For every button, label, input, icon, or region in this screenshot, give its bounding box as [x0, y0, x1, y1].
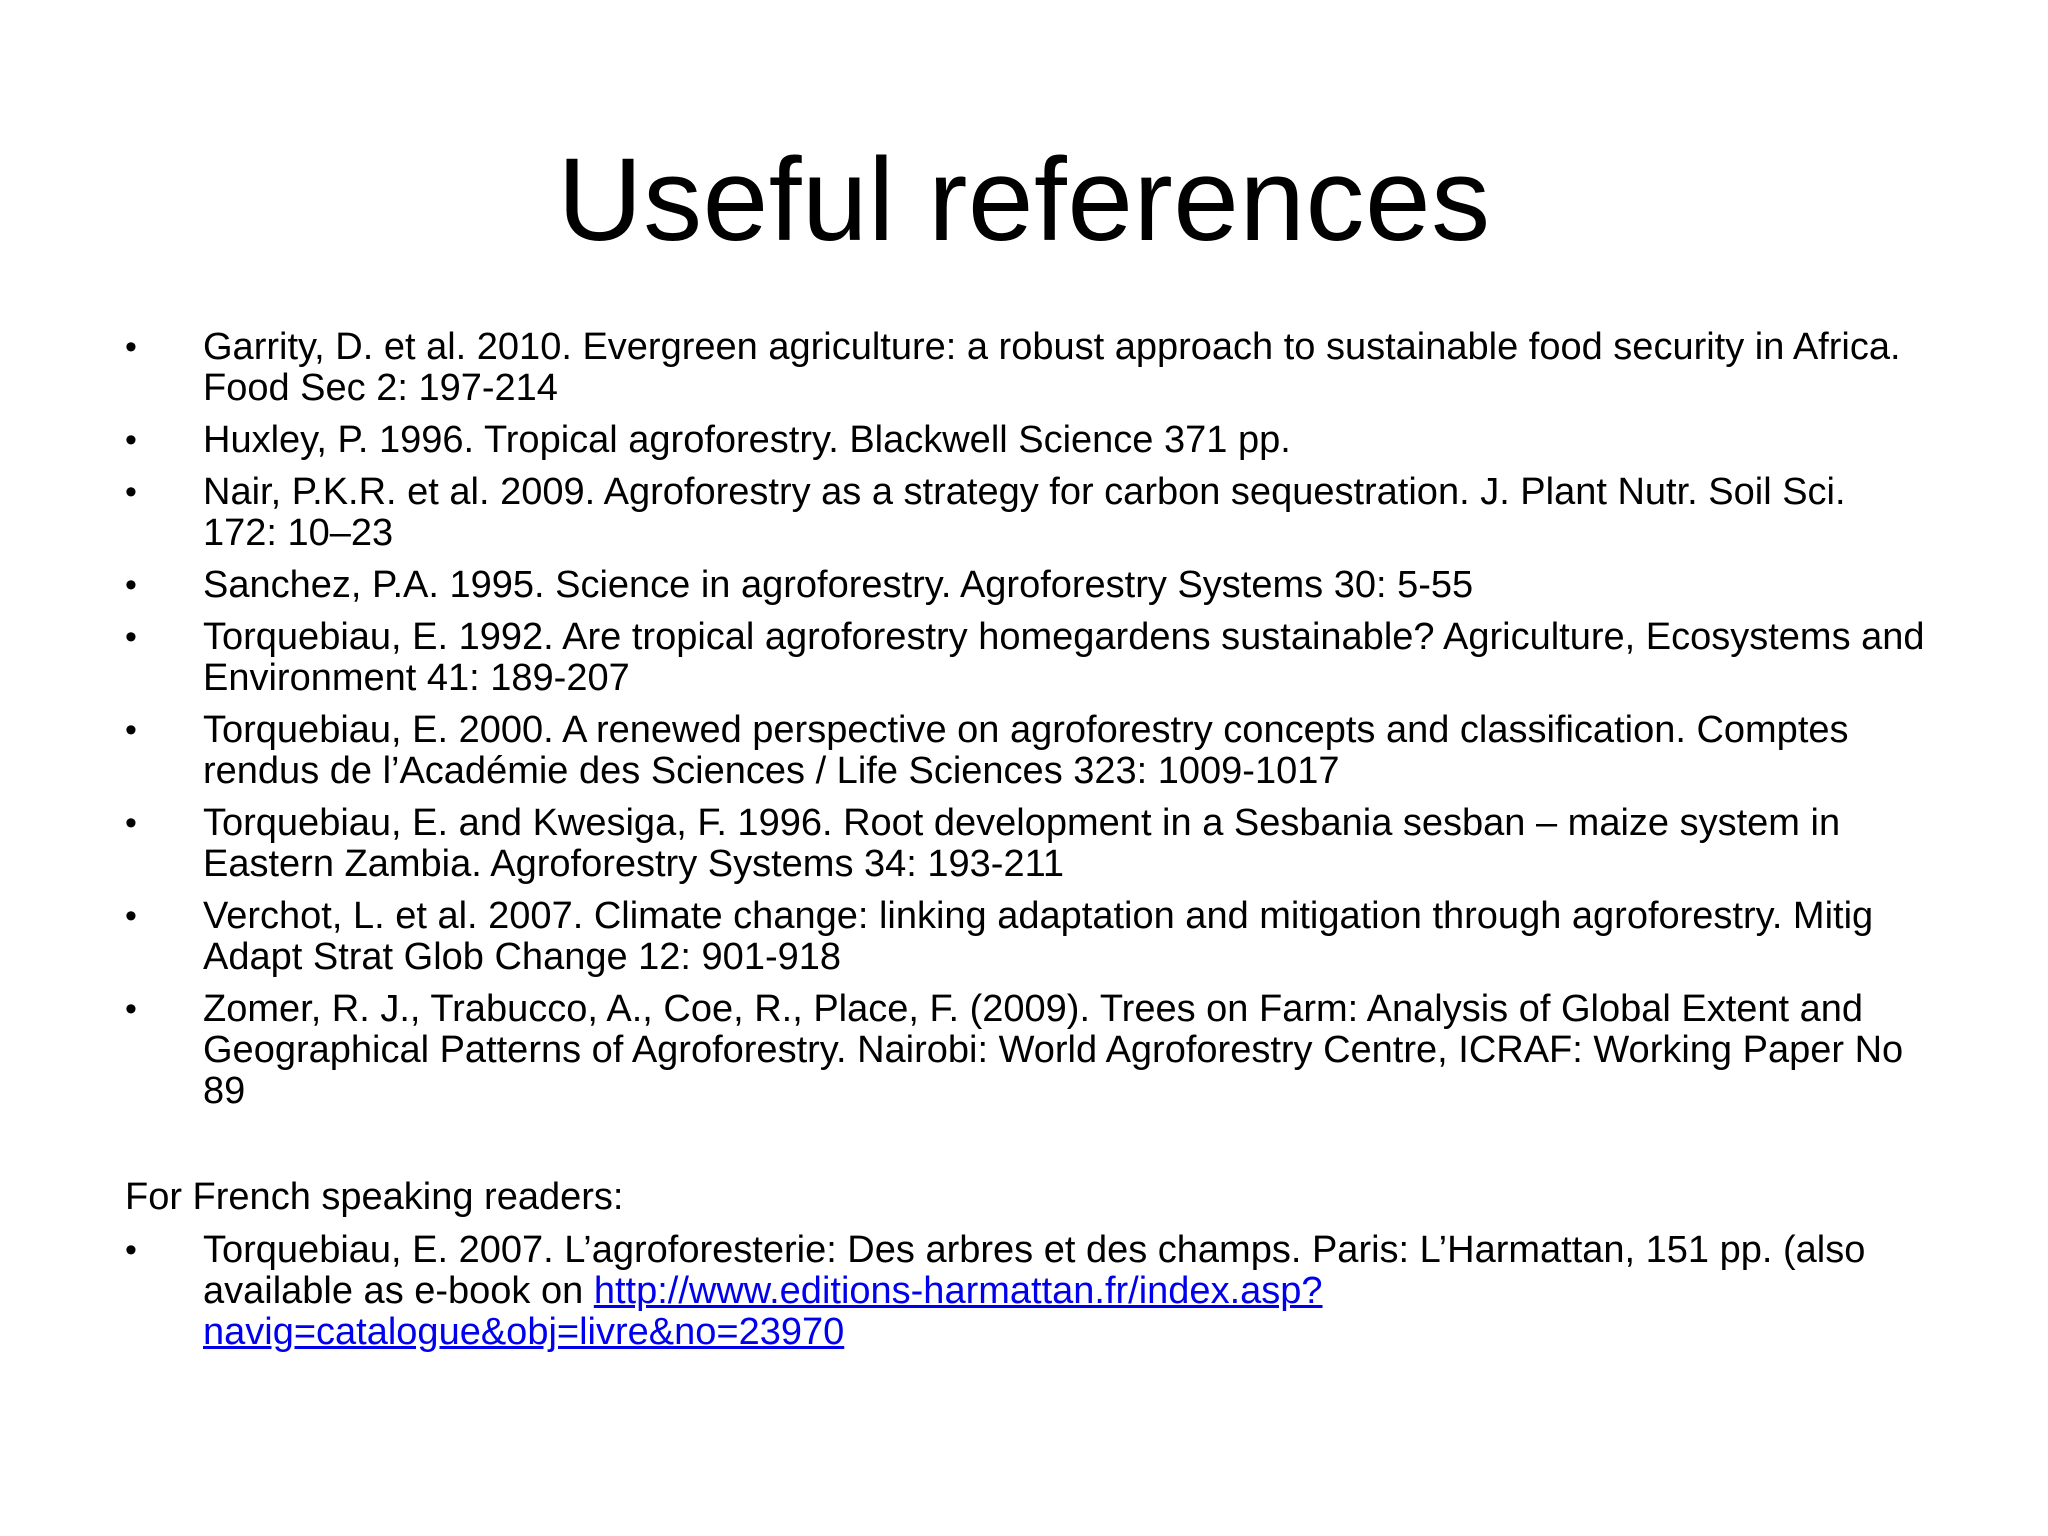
bullet-icon: •	[125, 804, 137, 842]
reference-text: Torquebiau, E. and Kwesiga, F. 1996. Root development in a Sesbania sesban – maize system in Eastern Zambia. Agroforestry Systems 34: 193-211	[203, 802, 1841, 885]
french-reference-text: Torquebiau, E. 2007. L’agroforesterie: Des arbres et des champs. Paris: L’Harmattan, 151 pp. (also available as e-book on	[203, 1229, 1866, 1312]
reference-text: Sanchez, P.A. 1995. Science in agroforestry. Agroforestry Systems 30: 5-55	[203, 564, 1474, 606]
french-reference-item	[125, 1230, 1925, 1353]
reference-item	[125, 803, 1925, 885]
reference-item	[125, 565, 1925, 606]
reference-text: Verchot, L. et al. 2007. Climate change: linking adaptation and mitigation through agroforestry. Mitig Adapt Strat Glob Change 12: 901-918	[203, 895, 1874, 978]
bullet-icon: •	[125, 421, 137, 459]
reference-text: Torquebiau, E. 1992. Are tropical agroforestry homegardens sustainable? Agriculture, Ecosystems and Environment 41: 189-207	[203, 616, 1925, 699]
reference-item	[125, 710, 1925, 792]
reference-item	[125, 420, 1925, 461]
french-readers-heading: For French speaking readers:	[125, 1176, 624, 1218]
bullet-icon: •	[125, 1231, 137, 1269]
reference-text: Torquebiau, E. 2000. A renewed perspective on agroforestry concepts and classification. Comptes rendus de l’Académie des Sciences / Life Sciences 323: 1009-1017	[203, 709, 1849, 792]
bullet-icon: •	[125, 711, 137, 749]
bullet-icon: •	[125, 328, 137, 366]
reference-item	[125, 472, 1925, 554]
reference-text: Zomer, R. J., Trabucco, A., Coe, R., Place, F. (2009). Trees on Farm: Analysis of Global Extent and Geographical Patterns of Agroforestry. Nairobi: World Agroforestry Centre, ICRAF: Working Paper No 89	[203, 988, 1904, 1112]
reference-item	[125, 617, 1925, 699]
bullet-icon: •	[125, 990, 137, 1028]
bullet-icon: •	[125, 473, 137, 511]
reference-item	[125, 327, 1925, 409]
slide-title: Useful references	[557, 134, 1491, 266]
reference-text: Nair, P.K.R. et al. 2009. Agroforestry as a strategy for carbon sequestration. J. Plant Nutr. Soil Sci. 172: 10–23	[203, 471, 1846, 554]
reference-item	[125, 989, 1925, 1112]
reference-text: Garrity, D. et al. 2010. Evergreen agriculture: a robust approach to sustainable food security in Africa. Food Sec 2: 197-214	[203, 326, 1901, 409]
reference-list	[125, 327, 1925, 1123]
ebook-link[interactable]: http://www.editions-harmattan.fr/index.asp?navig=catalogue&obj=livre&no=23970	[203, 1270, 1323, 1353]
bullet-icon: •	[125, 618, 137, 656]
bullet-icon: •	[125, 897, 137, 935]
reference-item	[125, 896, 1925, 978]
reference-text: Huxley, P. 1996. Tropical agroforestry. Blackwell Science 371 pp.	[203, 419, 1291, 461]
bullet-icon: •	[125, 566, 137, 604]
french-reference-list	[125, 1230, 1925, 1353]
